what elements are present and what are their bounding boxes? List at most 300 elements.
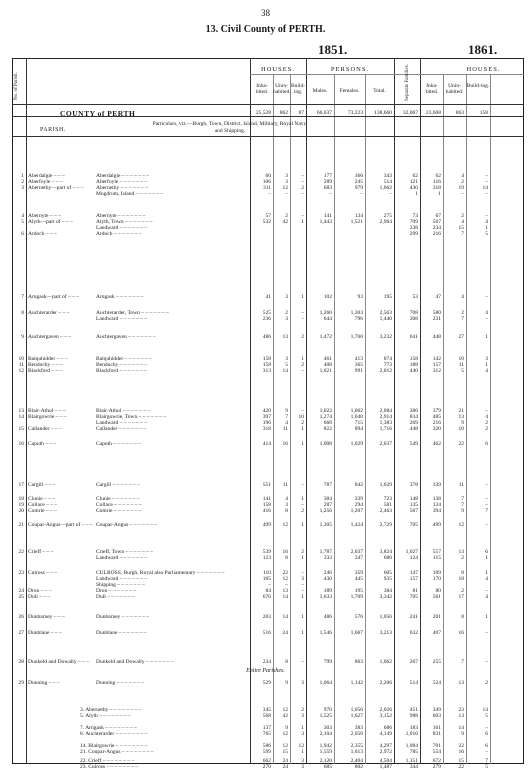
particulars-name: Landward – – – – – – – <box>96 225 148 231</box>
table-cell: 485 <box>432 414 441 420</box>
entire-parish-name: 14. Blairgowrie – – – – – – – – <box>80 743 148 749</box>
particulars-name: Landward – – – – – – – <box>96 420 148 426</box>
table-cell: 7 <box>461 659 464 665</box>
table-cell: 294 <box>354 502 363 508</box>
table-cell: 57 <box>265 213 271 219</box>
table-cell: 8 <box>285 508 288 514</box>
parish-number: 19 <box>18 502 24 508</box>
table-cell: 216 <box>432 231 441 237</box>
table-cell: 2,084 <box>379 408 392 414</box>
rule <box>466 74 467 764</box>
table-cell: 9 <box>285 408 288 414</box>
particulars-name: Abernyte – – – – – – – <box>96 213 146 219</box>
table-cell: 529 <box>262 680 271 686</box>
page-number: 38 <box>261 8 270 18</box>
table-cell: 1,559 <box>319 749 332 755</box>
table-cell: 4 <box>485 414 488 420</box>
table-cell: – <box>485 749 488 755</box>
table-cell: 448 <box>409 426 418 432</box>
rule <box>306 58 307 764</box>
entire-parish-name: 8. Auchterarder – – – – – – – – <box>80 731 148 737</box>
table-cell: – <box>485 502 488 508</box>
table-cell: 13 <box>458 713 464 719</box>
parish-name: Caputh – – – <box>28 441 57 447</box>
table-cell: 161 <box>432 725 441 731</box>
county-total-cell: 66,637 <box>316 110 332 116</box>
particulars-name: Collace – – – – – – – <box>96 502 142 508</box>
table-cell: 1,008 <box>319 441 332 447</box>
parish-name: Collace – – – <box>28 502 58 508</box>
table-cell: 672 <box>432 758 441 764</box>
table-cell: 576 <box>354 614 363 620</box>
table-cell: 1,521 <box>350 219 363 225</box>
inhabited-1861-header: Inha-bited. <box>425 83 439 96</box>
parish-name: Dunkeld and Dowally – – – <box>28 659 89 665</box>
table-cell: 109 <box>432 570 441 576</box>
table-cell: 701 <box>432 743 441 749</box>
county-total-cell: 32,067 <box>402 110 418 116</box>
table-cell: 12 <box>282 743 288 749</box>
separate-families-header: Separate Families. <box>405 64 410 101</box>
table-cell: 586 <box>262 743 271 749</box>
table-cell: 644 <box>323 316 332 322</box>
table-cell: 10 <box>458 426 464 432</box>
table-cell: 3,213 <box>379 630 392 636</box>
table-cell: – <box>301 408 304 414</box>
table-cell: 14 <box>482 707 488 713</box>
rule <box>365 74 366 764</box>
table-cell: 22 <box>458 764 464 770</box>
parish-number: 23 <box>18 570 24 576</box>
table-cell: 16 <box>458 630 464 636</box>
males-header: Males. <box>312 88 328 94</box>
table-cell: 970 <box>323 707 332 713</box>
table-cell: 378 <box>409 482 418 488</box>
parish-number: 20 <box>18 508 24 514</box>
table-cell: 2 <box>485 680 488 686</box>
table-cell: 2 <box>301 185 304 191</box>
particulars-name: Abernethy – – – – – – – <box>96 185 149 191</box>
parish-name: Dron – – – <box>28 588 52 594</box>
parish-number: 25 <box>18 594 24 600</box>
table-cell: 1 <box>485 555 488 561</box>
table-cell: 303 <box>323 725 332 731</box>
table-cell: 14 <box>458 725 464 731</box>
table-cell: 1,716 <box>379 426 392 432</box>
table-cell: 1,627 <box>350 713 363 719</box>
table-cell: 1,383 <box>379 420 392 426</box>
table-cell: 16 <box>458 749 464 755</box>
table-cell: 15 <box>458 758 464 764</box>
particulars-name: Bendochy – – – – – – – <box>96 362 148 368</box>
houses-1861-header: HOUSES. <box>466 66 501 73</box>
table-cell: 1,613 <box>350 749 363 755</box>
table-cell: 359 <box>354 570 363 576</box>
table-cell: 158 <box>262 356 271 362</box>
table-cell: 287 <box>323 502 332 508</box>
table-cell: 448 <box>432 334 441 340</box>
table-cell: 349 <box>432 707 441 713</box>
table-cell: 141 <box>323 213 332 219</box>
table-cell: 462 <box>432 441 441 447</box>
county-total-cell: 23,668 <box>425 110 441 116</box>
table-cell: 5 <box>485 713 488 719</box>
inhabited-header: Inha-bited. <box>255 83 269 96</box>
table-cell: 1,633 <box>319 594 332 600</box>
table-cell: 3 <box>285 173 288 179</box>
table-cell: 4 <box>461 173 464 179</box>
table-cell: 988 <box>409 713 418 719</box>
table-cell: 1 <box>485 570 488 576</box>
parish-number: 21 <box>18 522 24 528</box>
table-cell: 8 <box>461 614 464 620</box>
parish-name: Ardoch – – – <box>28 231 57 237</box>
table-cell: – <box>485 482 488 488</box>
particulars-name: Arngask – – – – – – – <box>96 294 144 300</box>
table-cell: 1 <box>485 362 488 368</box>
table-cell: 1,029 <box>350 441 363 447</box>
table-cell: 708 <box>409 310 418 316</box>
table-cell: 1,064 <box>319 680 332 686</box>
table-cell: 234 <box>432 225 441 231</box>
table-cell: 177 <box>323 173 332 179</box>
table-cell: 9 <box>461 731 464 737</box>
table-cell: 1,151 <box>405 758 418 764</box>
table-cell: 142 <box>432 356 441 362</box>
table-cell: 12 <box>282 707 288 713</box>
table-cell: 16 <box>282 549 288 555</box>
parish-number: 10 <box>18 356 24 362</box>
table-cell: 4,149 <box>379 731 392 737</box>
table-cell: 183 <box>409 725 418 731</box>
parish-number: 27 <box>18 630 24 636</box>
table-cell: 1 <box>301 725 304 731</box>
table-cell: 5 <box>485 764 488 770</box>
table-cell: 525 <box>262 310 271 316</box>
particulars-name: Dull – – – – – – – <box>96 594 135 600</box>
table-cell: 195 <box>383 294 392 300</box>
table-cell: 580 <box>432 310 441 316</box>
table-cell: 3 <box>301 680 304 686</box>
rule <box>273 74 274 764</box>
table-cell: 831 <box>432 731 441 737</box>
table-cell: 1,424 <box>350 522 363 528</box>
entire-parishes-title: Entire Parishes. <box>246 668 285 674</box>
table-cell: – <box>485 191 488 197</box>
table-cell: 641 <box>409 334 418 340</box>
table-cell: 2 <box>461 588 464 594</box>
table-cell: 11 <box>458 362 464 368</box>
table-cell: 554 <box>432 749 441 755</box>
table-cell: 420 <box>262 408 271 414</box>
table-cell: – <box>301 310 304 316</box>
particulars-name: Auchtergaven – – – – – – – <box>96 334 156 340</box>
table-cell: 6 <box>485 731 488 737</box>
table-cell: 8 <box>461 570 464 576</box>
uninhabited-header: Unin-habited. <box>273 83 291 96</box>
parish-number: 13 <box>18 408 24 414</box>
table-cell: 935 <box>383 576 392 582</box>
table-cell: 567 <box>432 219 441 225</box>
table-cell: 1 <box>485 614 488 620</box>
parish-name: Cargill – – – <box>28 482 56 488</box>
table-cell: 683 <box>323 185 332 191</box>
parish-name: Coupar-Angus—part of – – – <box>28 522 93 528</box>
table-cell: 124 <box>409 555 418 561</box>
county-name: COUNTY of PERTH <box>60 109 136 118</box>
table-cell: 157 <box>409 576 418 582</box>
table-cell: 12 <box>282 576 288 582</box>
table-cell: 4,297 <box>379 743 392 749</box>
table-cell: – <box>485 659 488 665</box>
entire-parish-name: 23. Culross – – – – – – – – <box>80 764 139 770</box>
table-cell: 549 <box>409 441 418 447</box>
table-cell: 16 <box>282 441 288 447</box>
table-cell: 333 <box>323 555 332 561</box>
particulars-name: Clunie – – – – – – – <box>96 496 140 502</box>
parish-number: 26 <box>18 614 24 620</box>
table-cell: 557 <box>432 549 441 555</box>
county-total-cell: 863 <box>455 110 464 116</box>
table-cell: 238 <box>409 225 418 231</box>
table-cell: 4 <box>461 294 464 300</box>
table-cell: 3,232 <box>379 334 392 340</box>
rule <box>394 58 395 764</box>
table-cell: 1,640 <box>350 414 363 420</box>
table-cell: 2,037 <box>350 549 363 555</box>
table-cell: 5 <box>485 231 488 237</box>
table-cell: 137 <box>262 725 271 731</box>
table-cell: – <box>485 316 488 322</box>
table-cell: 7 <box>461 496 464 502</box>
table-cell: 231 <box>432 316 441 322</box>
table-cell: 1,662 <box>379 185 392 191</box>
parish-number: 5 <box>21 219 24 225</box>
table-cell: 15 <box>458 225 464 231</box>
parish-number: 29 <box>18 680 24 686</box>
table-cell: 24 <box>282 758 288 764</box>
table-cell: 894 <box>354 426 363 432</box>
table-cell: – <box>301 191 304 197</box>
table-cell: 1,760 <box>350 334 363 340</box>
table-cell: 279 <box>432 764 441 770</box>
table-cell: 5 <box>285 362 288 368</box>
table-cell: 269 <box>409 420 418 426</box>
table-cell: 514 <box>409 680 418 686</box>
table-cell: 605 <box>383 570 392 576</box>
table-cell: 1,084 <box>405 743 418 749</box>
table-cell: 386 <box>409 408 418 414</box>
table-cell: 9 <box>285 680 288 686</box>
table-cell: 11 <box>282 426 288 432</box>
table-cell: 384 <box>383 588 392 594</box>
parish-name: Aberfoyle – – – <box>28 179 63 185</box>
table-cell: 723 <box>383 496 392 502</box>
table-cell: – <box>301 173 304 179</box>
parish-name: Callander – – – <box>28 426 62 432</box>
table-cell: 148 <box>409 496 418 502</box>
table-cell: 24 <box>282 764 288 770</box>
table-cell: 799 <box>323 659 332 665</box>
parish-number: 8 <box>21 310 24 316</box>
particulars-name: Dunning – – – – – – – <box>96 680 145 686</box>
table-cell: 12 <box>282 522 288 528</box>
table-cell: 12 <box>282 731 288 737</box>
table-cell: 2,026 <box>379 707 392 713</box>
table-cell: 1,027 <box>405 549 418 555</box>
parish-number: 16 <box>18 441 24 447</box>
table-cell: 3 <box>285 356 288 362</box>
parish-number: 9 <box>21 334 24 340</box>
particulars-column-header: Particulars, viz.—Burgh, Town, District, Island, Military, Royal Navy, and Shipping. <box>152 121 308 134</box>
parish-name: Auchterarder – – – <box>28 310 70 316</box>
table-cell: 81 <box>412 588 418 594</box>
county-total-cell: 73,223 <box>347 110 363 116</box>
table-cell: 15 <box>282 749 288 755</box>
table-cell: 822 <box>323 426 332 432</box>
parish-name: Balquhidder – – – <box>28 356 68 362</box>
table-cell: 416 <box>262 508 271 514</box>
table-cell: 1 <box>301 522 304 528</box>
table-cell: 581 <box>383 502 392 508</box>
table-cell: 539 <box>262 549 271 555</box>
rule <box>443 74 444 764</box>
table-cell: 365 <box>354 362 363 368</box>
table-cell: 379 <box>432 408 441 414</box>
table-cell: 2 <box>301 508 304 514</box>
parish-name: Crieff – – – <box>28 549 54 555</box>
table-cell: 785 <box>409 749 418 755</box>
table-cell: 1,629 <box>379 482 392 488</box>
parish-name: Blairgowrie – – – <box>28 414 67 420</box>
females-header: Females. <box>339 88 360 94</box>
table-cell: 991 <box>354 368 363 374</box>
table-cell: – <box>485 630 488 636</box>
table-cell: 289 <box>323 179 332 185</box>
table-cell: 2,914 <box>379 414 392 420</box>
table-cell: 2 <box>485 426 488 432</box>
table-cell: 134 <box>432 502 441 508</box>
table-cell: 13 <box>458 414 464 420</box>
table-cell: 514 <box>383 179 392 185</box>
table-cell: 22 <box>458 441 464 447</box>
table-cell: 516 <box>262 630 271 636</box>
table-cell: 236 <box>262 316 271 322</box>
table-cell: 158 <box>409 356 418 362</box>
table-cell: 1 <box>301 594 304 600</box>
table-cell: – <box>301 588 304 594</box>
table-cell: 2,463 <box>379 508 392 514</box>
parish-number: 11 <box>18 362 24 368</box>
entire-parish-name: 7. Arngask – – – – – – – – <box>80 725 137 731</box>
table-cell: 18 <box>458 576 464 582</box>
table-cell: 60 <box>265 173 271 179</box>
particulars-name: Mugdrum, Island – – – – – – – <box>96 191 164 197</box>
rule <box>12 104 524 105</box>
table-cell: 2,050 <box>350 731 363 737</box>
table-cell: 93 <box>357 294 363 300</box>
table-cell: 22 <box>458 743 464 749</box>
table-cell: 796 <box>354 316 363 322</box>
table-cell: 188 <box>409 362 418 368</box>
table-cell: 1,021 <box>319 368 332 374</box>
table-cell: 686 <box>383 725 392 731</box>
table-cell: 430 <box>323 576 332 582</box>
table-cell: 1,472 <box>319 334 332 340</box>
table-cell: 397 <box>262 414 271 420</box>
table-cell: 6 <box>485 441 488 447</box>
table-cell: – <box>268 582 271 588</box>
parish-name: Culross – – – <box>28 570 58 576</box>
table-cell: 270 <box>262 764 271 770</box>
table-cell: 2,563 <box>379 310 392 316</box>
table-cell: 4 <box>485 368 488 374</box>
table-cell: 773 <box>383 362 392 368</box>
table-cell: 2,012 <box>379 368 392 374</box>
table-cell: 1 <box>485 225 488 231</box>
table-cell: – <box>285 191 288 197</box>
table-cell: – <box>301 659 304 665</box>
table-cell: 8 <box>285 555 288 561</box>
parish-number: 17 <box>18 482 24 488</box>
entire-parish-name: 22. Crieff – – – – – – – – <box>80 758 135 764</box>
table-cell: 313 <box>262 368 271 374</box>
table-cell: 1 <box>438 191 441 197</box>
table-cell: 394 <box>432 508 441 514</box>
county-total-cell: 87 <box>298 110 304 116</box>
table-cell: 2 <box>301 707 304 713</box>
table-cell: 138 <box>432 496 441 502</box>
table-cell: 201 <box>432 614 441 620</box>
county-total-cell: 25,528 <box>255 110 271 116</box>
table-cell: 1 <box>301 441 304 447</box>
table-cell: 121 <box>409 179 418 185</box>
table-cell: 685 <box>323 764 332 770</box>
table-cell: 9 <box>285 725 288 731</box>
table-cell: – <box>485 179 488 185</box>
table-cell: 2 <box>301 420 304 426</box>
table-cell: 4 <box>485 219 488 225</box>
table-cell: 2,404 <box>350 758 363 764</box>
table-cell: 1 <box>301 496 304 502</box>
table-cell: – <box>485 294 488 300</box>
table-cell: 1,667 <box>350 630 363 636</box>
table-cell: 134 <box>354 213 363 219</box>
particulars-name: Blairgowrie, Town – – – – – – – <box>96 414 167 420</box>
table-cell: 705 <box>409 522 418 528</box>
table-cell: 106 <box>262 179 271 185</box>
table-cell: 4 <box>485 576 488 582</box>
table-cell: 1 <box>301 294 304 300</box>
table-cell: 347 <box>354 555 363 561</box>
table-cell: 4 <box>285 496 288 502</box>
table-cell: 486 <box>323 614 332 620</box>
table-cell: 874 <box>383 356 392 362</box>
table-cell: 158 <box>262 362 271 368</box>
table-cell: 1,487 <box>379 764 392 770</box>
table-cell: 4 <box>461 219 464 225</box>
table-cell: 1,142 <box>350 680 363 686</box>
year-1851: 1851. <box>318 42 348 57</box>
table-cell: 42 <box>282 219 288 225</box>
table-cell: 1 <box>301 356 304 362</box>
table-cell: 3 <box>301 758 304 764</box>
table-cell: 384 <box>323 496 332 502</box>
building-header: Build-ing. <box>290 83 306 96</box>
table-cell: 241 <box>409 614 418 620</box>
table-cell: 311 <box>262 185 271 191</box>
table-cell: 5 <box>461 368 464 374</box>
